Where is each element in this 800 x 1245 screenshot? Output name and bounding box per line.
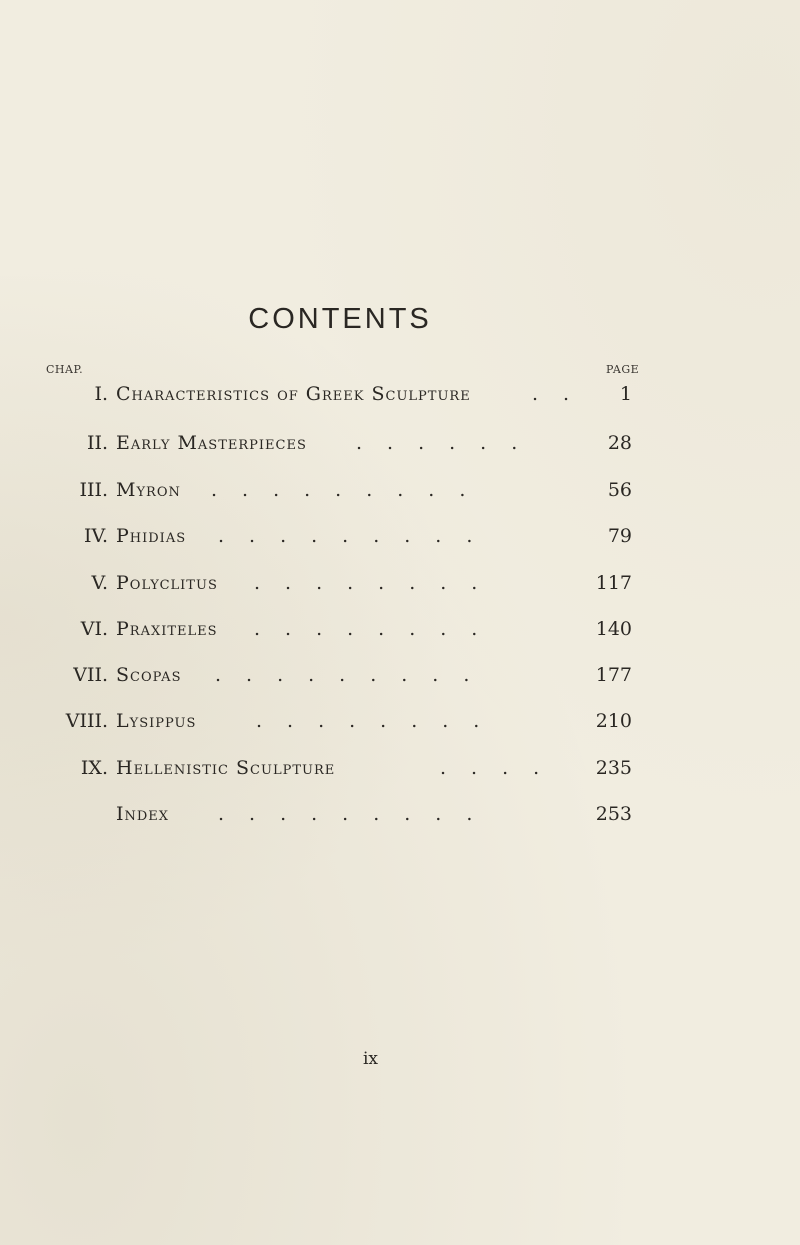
dot-leaders: ..	[532, 383, 595, 405]
chapter-title: Phidias	[116, 525, 187, 547]
chapter-title: Lysippus	[116, 710, 197, 732]
dot-leaders: ......	[356, 432, 543, 454]
chapter-number: VII.	[73, 664, 108, 686]
dot-leaders: ....	[440, 757, 565, 779]
chapter-title: Myron	[116, 479, 181, 501]
page-column-label: PAGE	[606, 363, 640, 376]
toc-entry	[0, 803, 800, 833]
page-number: 210	[595, 710, 632, 732]
page-number: 1	[619, 383, 632, 405]
toc-entry	[0, 664, 800, 694]
page-number: 253	[595, 803, 632, 825]
toc-entry	[0, 710, 800, 740]
chapter-number: II.	[86, 432, 108, 454]
chapter-number: IX.	[80, 757, 108, 779]
page-number: 28	[607, 432, 632, 454]
chapter-number: V.	[91, 572, 108, 594]
chapter-number: I.	[94, 383, 108, 405]
toc-entry	[0, 383, 800, 413]
page-number: 140	[595, 618, 632, 640]
page-folio: ix	[363, 1049, 379, 1069]
dot-leaders: ........	[254, 572, 503, 594]
chapter-title: Polyclitus	[116, 572, 218, 594]
dot-leaders: ........	[256, 710, 505, 732]
toc-entry	[0, 525, 800, 555]
toc-entry	[0, 757, 800, 787]
toc-entry	[0, 572, 800, 602]
chap-column-label: CHAP.	[46, 363, 84, 376]
dot-leaders: ........	[254, 618, 503, 640]
chapter-title: Characteristics of Greek Sculpture	[116, 383, 471, 405]
chapter-title: Scopas	[116, 664, 182, 686]
chapter-number: III.	[79, 479, 108, 501]
page-number: 177	[595, 664, 632, 686]
contents-heading: CONTENTS	[248, 303, 432, 335]
toc-entry	[0, 432, 800, 462]
toc-entry	[0, 618, 800, 648]
chapter-number: VI.	[80, 618, 108, 640]
chapter-number: VIII.	[65, 710, 108, 732]
page-number: 79	[607, 525, 632, 547]
toc-entry	[0, 479, 800, 509]
chapter-title: Index	[116, 803, 170, 825]
page-number: 56	[607, 479, 632, 501]
chapter-number: IV.	[84, 525, 108, 547]
dot-leaders: .........	[218, 803, 498, 825]
page-number: 117	[595, 572, 632, 594]
page-number: 235	[595, 757, 632, 779]
chapter-title: Hellenistic Sculpture	[116, 757, 336, 779]
dot-leaders: .........	[218, 525, 498, 547]
dot-leaders: .........	[211, 479, 491, 501]
dot-leaders: .........	[215, 664, 495, 686]
chapter-title: Early Masterpieces	[116, 432, 307, 454]
chapter-title: Praxiteles	[116, 618, 218, 640]
